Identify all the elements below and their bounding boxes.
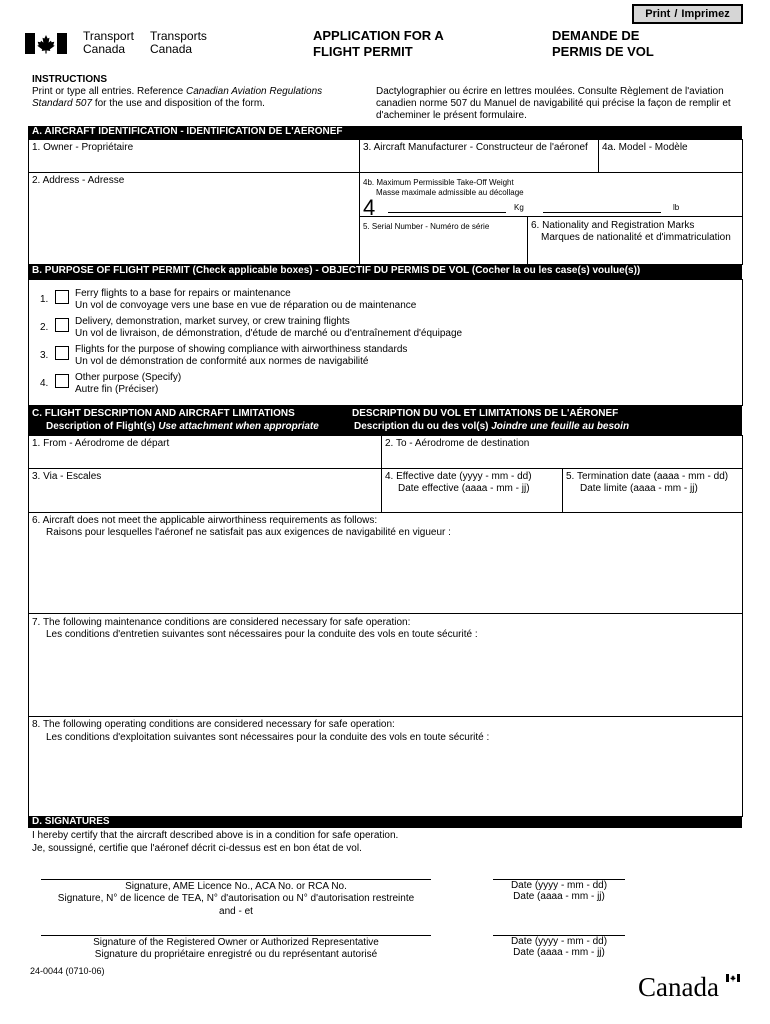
purpose-checkbox-2[interactable] bbox=[55, 318, 69, 332]
manufacturer-label: 3. Aircraft Manufacturer - Constructeur de l'aéronef bbox=[363, 142, 588, 153]
instructions-fr-l1: Dactylographier ou écrire en lettres moulées. Consulte Règlement de l'aviation bbox=[376, 86, 724, 97]
purpose-fr-4: Autre fin (Préciser) bbox=[75, 384, 159, 395]
effective-date-field[interactable] bbox=[383, 496, 560, 511]
nationality-label-fr: Marques de nationalité et d'immatriculation bbox=[541, 232, 731, 243]
termination-date-field[interactable] bbox=[564, 496, 741, 511]
nationality-field[interactable] bbox=[529, 245, 741, 263]
print-separator: / bbox=[674, 8, 678, 20]
purpose-en-4: Other purpose (Specify) bbox=[75, 372, 182, 383]
canada-flag-icon bbox=[25, 33, 67, 54]
instructions-en bbox=[32, 74, 352, 110]
section-c-header bbox=[28, 406, 742, 435]
title-fr-line1: DEMANDE DE bbox=[552, 28, 640, 43]
purpose-checkbox-3[interactable] bbox=[55, 346, 69, 360]
q8-label-fr: Les conditions d'exploitation suivantes sont nécessaires pour la conduite des vols en toute sécurité : bbox=[46, 732, 490, 743]
section-c-title-fr: DESCRIPTION DU VOL ET LIMITATIONS DE L'AÉRONEF bbox=[352, 408, 619, 419]
instructions-heading: INSTRUCTIONS bbox=[32, 74, 107, 85]
owner-signature-label-2: Signature du propriétaire enregistré ou du représentant autorisé bbox=[94, 949, 378, 960]
effective-date-label-fr: Date effective (aaaa - mm - jj) bbox=[398, 483, 530, 494]
purpose-num-1: 1. bbox=[40, 294, 49, 305]
q7-label-en: 7. The following maintenance conditions are considered necessary for safe operation: bbox=[32, 617, 411, 628]
owner-signature-label-1: Signature of the Registered Owner or Authorized Representative bbox=[93, 937, 379, 948]
from-field[interactable] bbox=[30, 451, 379, 467]
purpose-en-1: Ferry flights to a base for repairs or maintenance bbox=[75, 288, 291, 299]
instructions-en-l1b: Canadian Aviation Regulations bbox=[185, 86, 323, 97]
q7-field[interactable] bbox=[30, 643, 741, 714]
instructions-fr bbox=[376, 86, 746, 122]
to-label: 2. To - Aérodrome de destination bbox=[385, 438, 530, 449]
serial-label: 5. Serial Number - Numéro de série bbox=[363, 222, 490, 231]
owner-date-field[interactable] bbox=[493, 918, 625, 934]
effective-date-label-en: 4. Effective date (yyyy - mm - dd) bbox=[385, 471, 532, 482]
form-number: 24-0044 (0710-06) bbox=[30, 966, 105, 976]
q7-label-fr: Les conditions d'entretien suivantes sont nécessaires pour la conduite des vols en toute sécurité : bbox=[46, 629, 478, 640]
title-fr-line2: PERMIS DE VOL bbox=[552, 44, 654, 59]
ame-signature-label-2: Signature, N° de licence de TEA, N° d'autorisation ou N° d'autorisation restreinte bbox=[57, 893, 415, 904]
via-field[interactable] bbox=[30, 484, 379, 511]
transport-fr-line2: Canada bbox=[150, 42, 193, 56]
instructions-fr-l3: d'acheminer le présent formulaire. bbox=[376, 110, 527, 121]
transport-en-line1: Transport bbox=[83, 29, 134, 43]
purpose-fr-3: Un vol de démonstration de conformité aux normes de navigabilité bbox=[75, 356, 369, 367]
imprimez-label: Imprimez bbox=[681, 8, 730, 20]
transport-fr-line1: Transports bbox=[150, 29, 207, 43]
purpose-num-4: 4. bbox=[40, 378, 49, 389]
print-button[interactable] bbox=[632, 4, 743, 24]
mtow-label-en: 4b. Maximum Permissible Take-Off Weight bbox=[363, 178, 514, 187]
q6-label-en: 6. Aircraft does not meet the applicable airworthiness requirements as follows: bbox=[32, 515, 378, 526]
section-d-header: D. SIGNATURES bbox=[28, 816, 742, 828]
owner-field[interactable] bbox=[30, 155, 357, 171]
canada-wordmark bbox=[638, 972, 742, 1002]
termination-date-label-en: 5. Termination date (aaaa - mm - dd) bbox=[566, 471, 729, 482]
page-title-fr bbox=[552, 28, 654, 60]
serial-field[interactable] bbox=[361, 234, 525, 263]
to-field[interactable] bbox=[383, 451, 741, 467]
q6-field[interactable] bbox=[30, 541, 741, 611]
purpose-fr-1: Un vol de convoyage vers une base en vue de réparation ou de maintenance bbox=[75, 300, 417, 311]
owner-label: 1. Owner - Propriétaire bbox=[32, 142, 134, 153]
owner-signature-field[interactable] bbox=[41, 918, 431, 934]
ame-date-label-fr: Date (aaaa - mm - jj) bbox=[513, 891, 605, 902]
from-label: 1. From - Aérodrome de départ bbox=[32, 438, 170, 449]
page-title-en bbox=[313, 28, 444, 60]
mtow-label-fr: Masse maximale admissible au décollage bbox=[376, 188, 524, 197]
purpose-checkbox-1[interactable] bbox=[55, 290, 69, 304]
owner-date-label-fr: Date (aaaa - mm - jj) bbox=[513, 947, 605, 958]
instructions-en-l2b: for the use and disposition of the form. bbox=[92, 98, 265, 109]
mtow-big-four: 4 bbox=[363, 195, 376, 220]
nationality-label-en: 6. Nationality and Registration Marks bbox=[531, 220, 695, 231]
address-field[interactable] bbox=[30, 188, 357, 263]
transports-canada-fr bbox=[150, 30, 207, 56]
purpose-en-3: Flights for the purpose of showing compliance with airworthiness standards bbox=[75, 344, 408, 355]
ame-signature-label-3: and - et bbox=[219, 906, 253, 917]
print-label: Print bbox=[645, 8, 671, 20]
model-field[interactable] bbox=[600, 155, 741, 171]
cert-statement-en: I hereby certify that the aircraft described above is in a condition for safe operation. bbox=[32, 830, 399, 841]
purpose-en-2: Delivery, demonstration, market survey, or crew training flights bbox=[75, 316, 350, 327]
cert-statement-fr: Je, soussigné, certifie que l'aéronef décrit ci-dessus est en bon état de vol. bbox=[32, 843, 362, 854]
mtow-lb-field[interactable] bbox=[543, 199, 661, 212]
canada-wordmark-flag-icon bbox=[726, 974, 740, 982]
via-label: 3. Via - Escales bbox=[32, 471, 102, 482]
other-purpose-field[interactable] bbox=[200, 372, 740, 402]
section-c-sub-en-b: Use attachment when appropriate bbox=[158, 421, 319, 432]
q6-label-fr: Raisons pour lesquelles l'aéronef ne satisfait pas aux exigences de navigabilité en vigueur : bbox=[46, 527, 451, 538]
section-a-header: A. AIRCRAFT IDENTIFICATION - IDENTIFICATION DE L'AÉRONEF bbox=[28, 126, 742, 139]
transport-en-line2: Canada bbox=[83, 42, 126, 56]
section-b-header: B. PURPOSE OF FLIGHT PERMIT (Check applicable boxes) - OBJECTIF DU PERMIS DE VOL (Cocher la ou les case(s) voulue(s)) bbox=[28, 265, 742, 279]
lb-unit-label: lb bbox=[673, 203, 680, 212]
title-en-line2: FLIGHT PERMIT bbox=[313, 44, 413, 59]
ame-signature-field[interactable] bbox=[41, 862, 431, 878]
instructions-en-l2a: Standard 507 bbox=[32, 98, 93, 109]
address-label: 2. Address - Adresse bbox=[32, 175, 125, 186]
kg-unit-label: Kg bbox=[514, 203, 524, 212]
purpose-num-2: 2. bbox=[40, 322, 49, 333]
transport-canada-en bbox=[83, 30, 134, 56]
termination-date-label-fr: Date limite (aaaa - mm - jj) bbox=[580, 483, 698, 494]
instructions-fr-l2: canadien norme 507 du Manuel de navigabilité qui précise la façon de remplir et bbox=[376, 98, 731, 109]
mtow-kg-field[interactable] bbox=[388, 199, 506, 212]
q8-label-en: 8. The following operating conditions are considered necessary for safe operation: bbox=[32, 719, 395, 730]
purpose-num-3: 3. bbox=[40, 350, 49, 361]
section-c-title-en: C. FLIGHT DESCRIPTION AND AIRCRAFT LIMITATIONS bbox=[32, 408, 295, 419]
ame-signature-label-1: Signature, AME Licence No., ACA No. or RCA No. bbox=[125, 881, 347, 892]
section-c-sub-en-a: Description of Flight(s) bbox=[46, 421, 156, 432]
purpose-checkbox-4[interactable] bbox=[55, 374, 69, 388]
ame-date-label-en: Date (yyyy - mm - dd) bbox=[510, 880, 608, 891]
owner-date-label-en: Date (yyyy - mm - dd) bbox=[510, 936, 608, 947]
ame-date-field[interactable] bbox=[493, 862, 625, 878]
section-c-sub-fr-a: Description du ou des vol(s) bbox=[354, 421, 489, 432]
purpose-fr-2: Un vol de livraison, de démonstration, d'étude de marché ou d'entraînement d'équipage bbox=[75, 328, 463, 339]
model-label: 4a. Model - Modèle bbox=[602, 142, 688, 153]
canada-wordmark-text: Canada bbox=[638, 972, 719, 1002]
q8-field[interactable] bbox=[30, 746, 741, 815]
instructions-en-l1a: Print or type all entries. Reference bbox=[32, 86, 186, 97]
manufacturer-field[interactable] bbox=[361, 155, 596, 171]
section-c-sub-fr-b: Joindre une feuille au besoin bbox=[491, 421, 630, 432]
title-en-line1: APPLICATION FOR A bbox=[313, 28, 444, 43]
